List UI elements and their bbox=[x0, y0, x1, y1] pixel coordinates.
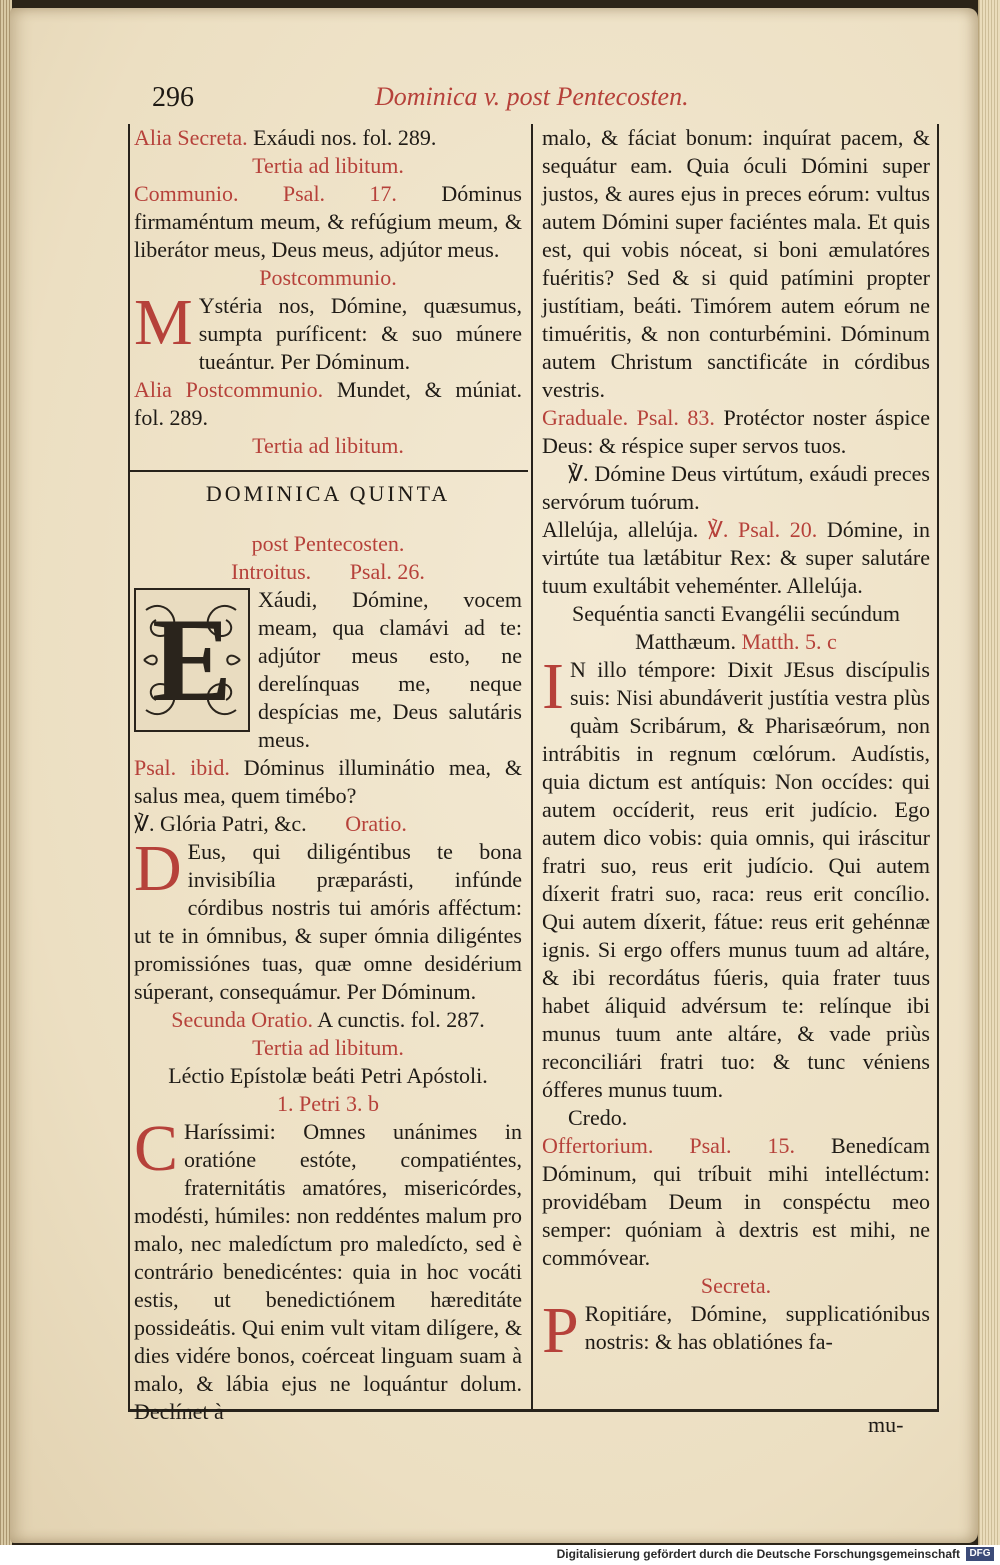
communio-text: Dóminus firmaméntum meum, & refúgium meum, & liberátor meus, Deus meus, adjútor meus. bbox=[134, 181, 522, 262]
lectio-heading: Léctio Epístolæ beáti Petri Apóstoli. bbox=[168, 1063, 488, 1088]
secunda-text: A cunctis. fol. 287. bbox=[317, 1007, 485, 1032]
column-divider bbox=[531, 124, 533, 1409]
lectio-continued: malo, & fáciat bonum: inquírat pacem, & sequátur eam. Quia óculi Dómini super justos, & aures ejus in preces eórum: vultus autem Dómini super faciéntes mala. Et quis est, qui vobis nóceat, si boni æmulatóres fuéritis? Sed & si quid patímini propter justítiam, beáti. Timórem autem eórum ne timuéritis, & non conturbémini. Dóminum autem Christum sanctificáte in córdibus vestris. bbox=[542, 125, 930, 402]
psal-ibid-label: Psal. ibid. bbox=[134, 755, 230, 780]
introitus-label: Introitus. bbox=[231, 559, 312, 584]
alia-secreta bbox=[134, 124, 522, 152]
gloria-line bbox=[134, 810, 522, 838]
alleluia-text-label: Allelúja, allelúja. bbox=[542, 517, 699, 542]
tertia-ad-libitum-2: Tertia ad libitum. bbox=[252, 433, 404, 458]
offertorium bbox=[542, 1132, 930, 1272]
introitus bbox=[134, 586, 522, 754]
alia-postcommunio bbox=[134, 376, 522, 432]
graduale-text: Protéctor noster áspice Deus: & réspice super servos tuos. bbox=[542, 405, 931, 458]
catchword: mu- bbox=[868, 1412, 904, 1437]
lectio-text: Haríssimi: Omnes unánimes in oratióne estóte, compatiéntes, fraternitátis amatóres, misericórdes, modésti, húmiles: non reddéntes malum pro malo, nec maledíctum pro maledícto, sed è contrário benedicéntes: quia in hoc vocáti estis, ut benedictiónem hæreditáte possideátis. Qui enim vult vitam dilígere, & dies vidére bonos, coérceat linguam suam à malo, & lábia ejus ne loquántur dolum. Declínet à bbox=[134, 1119, 522, 1424]
oratio-text: Eus, qui diligéntibus te bona invisibília præparásti, infúnde córdibus nostris tui amóris afféctum: ut te in ómnibus, & super ómnia diligéntes promissiónes tuas, quæ omne desidérium súperant, consequámur. Per Dóminum. bbox=[134, 839, 522, 1004]
running-title: Dominica v. post Pentecosten. bbox=[375, 82, 689, 111]
drop-cap-i: I bbox=[542, 650, 564, 723]
psal-ibid-text: Dóminus illuminátio mea, & salus mea, quem timébo? bbox=[134, 755, 522, 808]
page-header bbox=[150, 80, 940, 120]
oratio bbox=[134, 832, 522, 1006]
dfg-logo-icon: DFG bbox=[966, 1547, 994, 1561]
communio bbox=[134, 180, 522, 264]
offertorium-label: Offertorium. Psal. 15. bbox=[542, 1133, 796, 1158]
postcommunio-label: Postcommunio. bbox=[259, 265, 397, 290]
communio-label: Communio. Psal. 17. bbox=[134, 181, 397, 206]
introitus-psal: Psal. 26. bbox=[349, 559, 425, 584]
ornate-initial-e bbox=[134, 588, 250, 732]
drop-cap-d: D bbox=[134, 832, 182, 905]
offertorium-text: Benedícam Dóminum, qui tríbuit mihi intelléctum: providébam Deum in conspéctu meo semper: quóniam à dextris est mihi, ne commóvear. bbox=[542, 1133, 930, 1270]
alia-postcommunio-label: Alia Postcommunio. bbox=[134, 377, 324, 402]
page-number: 296 bbox=[152, 82, 194, 113]
drop-cap-p: P bbox=[542, 1294, 579, 1367]
postcommunio-text: Ystéria nos, Dómine, quæsumus, sumpta puríficent: & suo múnere tueántur. Per Dóminum. bbox=[198, 293, 522, 374]
secunda-oratio bbox=[134, 1006, 522, 1034]
introitus-text: Xáudi, Dómine, vocem meam, qua clamávi ad te: adjútor meus esto, ne derelínquas me, neque despícias me, Deus salutáris meus. bbox=[258, 587, 522, 752]
dominica-heading: DOMINICA QUINTA bbox=[205, 481, 451, 506]
tertia-ad-libitum-3: Tertia ad libitum. bbox=[252, 1035, 404, 1060]
section-rule bbox=[128, 470, 528, 472]
oratio-label: Oratio. bbox=[345, 811, 407, 836]
gloria: ℣. Glória Patri, &c. bbox=[134, 811, 307, 836]
alleluia-text: Dómine, in virtúte tua lætábitur Rex: & super salutáre tuum exultábit veheménter. Allelúja. bbox=[542, 517, 930, 598]
drop-cap-m: M bbox=[134, 286, 193, 359]
left-column bbox=[134, 124, 522, 1426]
funding-notice: Digitalisierung gefördert durch die Deutsche Forschungsgemeinschaft bbox=[556, 1547, 960, 1561]
secunda-label: Secunda Oratio. bbox=[171, 1007, 313, 1032]
graduale bbox=[542, 404, 930, 460]
alia-postcommunio-text: Mundet, & múniat. fol. 289. bbox=[134, 377, 523, 430]
sequentia-reference: Matth. 5. c bbox=[741, 629, 837, 654]
sequentia bbox=[542, 600, 930, 656]
postcommunio bbox=[134, 286, 522, 376]
graduale-label: Graduale. Psal. 83. bbox=[542, 405, 715, 430]
secreta bbox=[542, 1294, 930, 1367]
tertia-ad-libitum-1: Tertia ad libitum. bbox=[252, 153, 404, 178]
right-column bbox=[542, 124, 931, 1367]
evangelium-text: N illo témpore: Dixit JEsus discípulis suis: Nisi abundáverit justítia vestra plùs quàm Scribárum, & Pharisæórum, non intrábitis in regnum cœlórum. Audístis, quia dictum est antíquis: Non occídes: qui autem occíderit, reus erit judício. Ego autem dico vobis: quia omnis, qui iráscitur fratri suo, reus erit judício. Qui autem díxerit fratri suo, raca: reus erit concílio. Qui autem díxerit, fátue: reus erit gehénnæ ignis. Si ergo offers munus tuum ad altáre, & ibi recordátus fúeris, quia frater tuus habet áliquid advérsum te: relínque ibi munus tuum ante altáre, & vade priùs reconciliári fratri tuo: & tunc véniens ófferes munus tuum. bbox=[542, 657, 930, 1102]
page-edges-right bbox=[978, 0, 1000, 1545]
lectio bbox=[134, 1112, 522, 1426]
post-pentecosten: post Pentecosten. bbox=[251, 531, 405, 556]
alleluia-psal: ℣. Psal. 20. bbox=[707, 517, 818, 542]
psal-ibid bbox=[134, 754, 522, 810]
secreta-label: Secreta. bbox=[700, 1273, 772, 1298]
secreta-text: Ropitiáre, Dómine, supplicatiónibus nostris: & has oblatiónes fa- bbox=[584, 1301, 930, 1354]
alia-secreta-label: Alia Secreta. bbox=[134, 125, 248, 150]
ornate-letter: E bbox=[151, 593, 233, 726]
footer-bar bbox=[0, 1545, 1000, 1565]
credo: Credo. bbox=[568, 1105, 628, 1130]
drop-cap-c: C bbox=[134, 1112, 179, 1185]
evangelium bbox=[542, 650, 930, 1104]
introitus-heading bbox=[134, 558, 522, 586]
alleluia bbox=[542, 516, 930, 600]
sequentia-text: Sequéntia sancti Evangélii secúndum Matthæum. bbox=[571, 601, 901, 654]
lectio-reference: 1. Petri 3. b bbox=[276, 1091, 380, 1116]
alia-secreta-text: Exáudi nos. fol. 289. bbox=[253, 125, 437, 150]
versus-1: ℣. Dómine Deus virtútum, exáudi preces servórum tuórum. bbox=[542, 461, 930, 514]
